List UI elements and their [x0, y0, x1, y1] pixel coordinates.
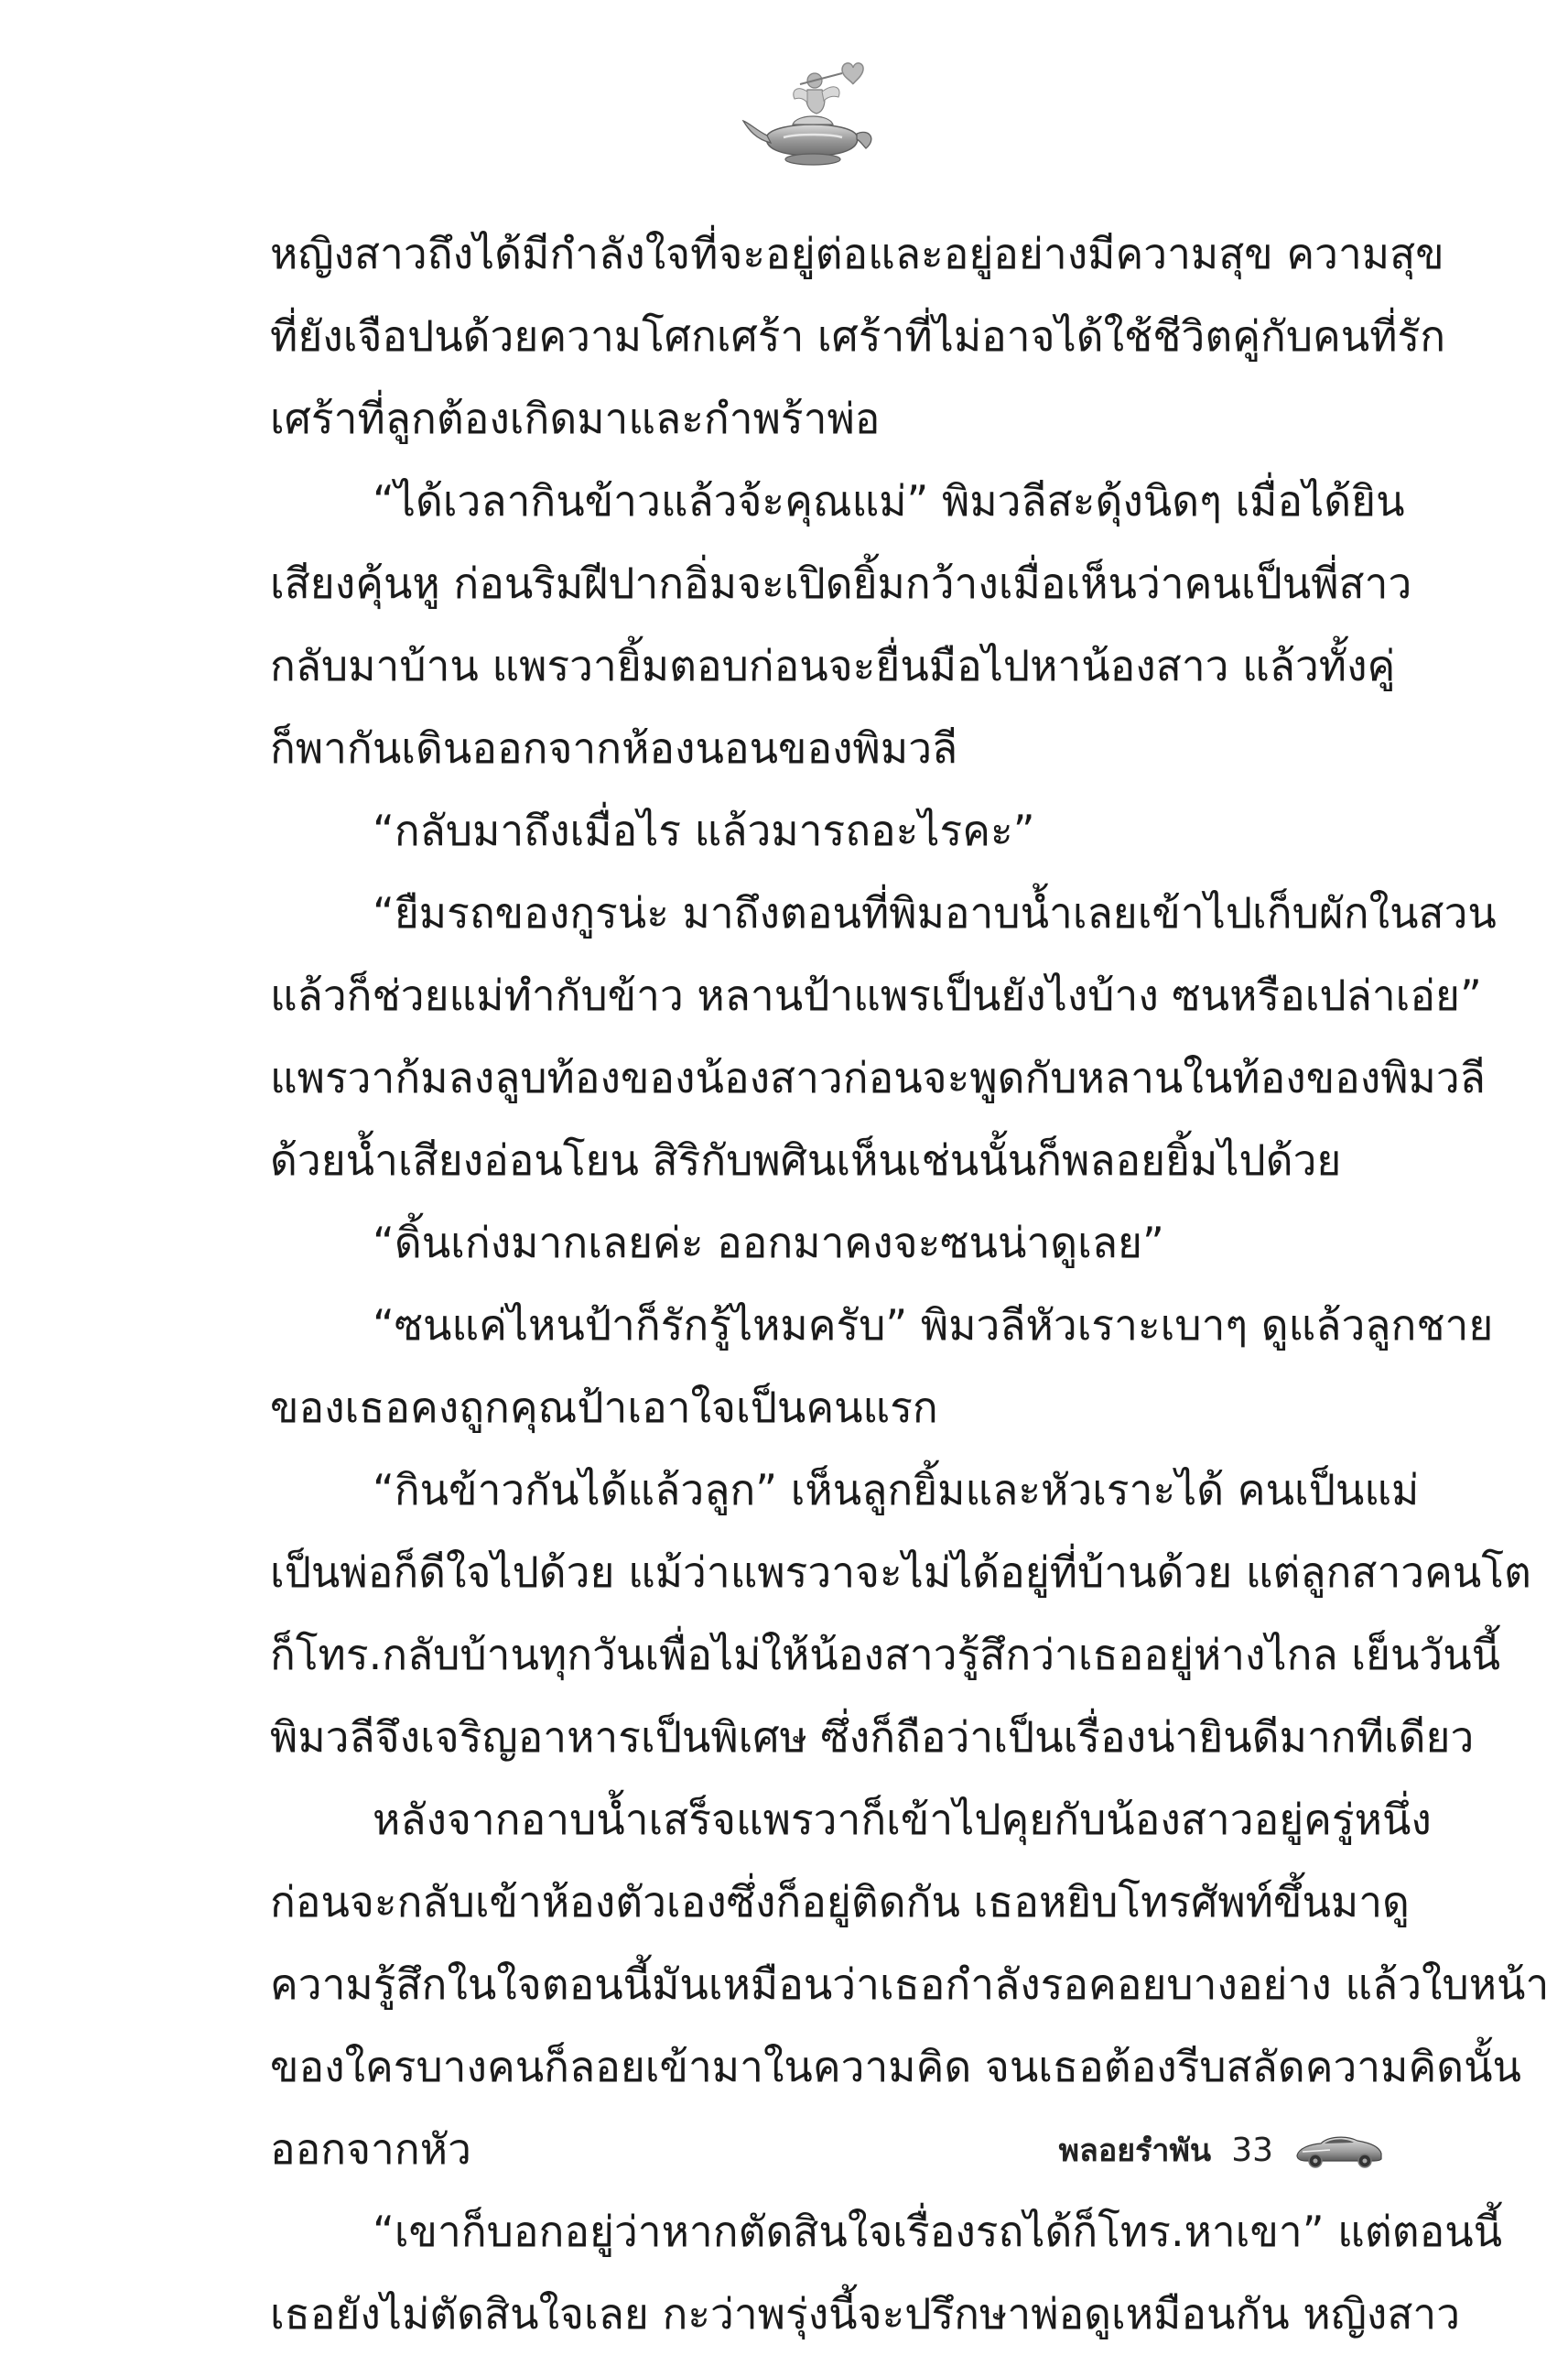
text-line: ของใครบางคนก็ลอยเข้ามาในความคิด จนเธอต้องรีบสลัดความคิดนั้น	[270, 2042, 1521, 2091]
text-line: “ซนแค่ไหนป้าก็รักรู้ไหมครับ” พิมวลีหัวเราะเบาๆ ดูแล้วลูกชาย	[373, 1300, 1494, 1350]
text-line: เสียงคุ้นหู ก่อนริมฝีปากอิ่มจะเปิดยิ้มกว้างเมื่อเห็นว่าคนเป็นพี่สาว	[270, 559, 1412, 608]
text-line: ออกจากหัว	[270, 2124, 471, 2174]
text-line: หญิงสาวถึงได้มีกำลังใจที่จะอยู่ต่อและอยู่อย่างมีความสุข ความสุข	[270, 229, 1444, 278]
text-line: พิมวลีจึงเจริญอาหารเป็นพิเศษ ซึ่งก็ถือว่าเป็นเรื่องน่ายินดีมากทีเดียว	[270, 1712, 1475, 1762]
text-line: ก็โทร.กลับบ้านทุกวันเพื่อไม่ให้น้องสาวรู้สึกว่าเธออยู่ห่างไกล เย็นวันนี้	[270, 1630, 1501, 1679]
text-line: ที่ยังเจือปนด้วยความโศกเศร้า เศร้าที่ไม่อาจได้ใช้ชีวิตคู่กับคนที่รัก	[270, 311, 1446, 361]
text-line: “ยืมรถของกูรน่ะ มาถึงตอนที่พิมอาบน้ำเลยเข้าไปเก็บผักในสวน	[373, 888, 1497, 938]
text-line: เศร้าที่ลูกต้องเกิดมาและกำพร้าพ่อ	[270, 394, 881, 443]
text-line: “เขาก็บอกอยู่ว่าหากตัดสินใจเรื่องรถได้ก็โทร.หาเขา” แต่ตอนนี้	[373, 2207, 1503, 2256]
cupid-teapot-icon	[740, 57, 886, 176]
text-line: “กินข้าวกันได้แล้วลูก” เห็นลูกยิ้มและหัวเราะได้ คนเป็นแม่	[373, 1465, 1420, 1514]
book-title: พลอยรำพัน	[1058, 2133, 1212, 2169]
text-line: ความรู้สึกในใจตอนนี้มันเหมือนว่าเธอกำลังรอคอยบางอย่าง แล้วใบหน้า	[270, 1959, 1550, 2009]
text-line: เธอยังไม่ตัดสินใจเลย กะว่าพรุ่งนี้จะปรึกษาพ่อดูเหมือนกัน หญิงสาว	[270, 2289, 1461, 2339]
text-line: แพรวาก้มลงลูบท้องของน้องสาวก่อนจะพูดกับหลานในท้องของพิมวลี	[270, 1053, 1486, 1102]
text-line: เป็นพ่อก็ดีใจไปด้วย แม้ว่าแพรวาจะไม่ได้อยู่ที่บ้านด้วย แต่ลูกสาวคนโต	[270, 1547, 1531, 1597]
text-line: “กลับมาถึงเมื่อไร แล้วมารถอะไรคะ”	[373, 806, 1035, 855]
text-line: แล้วก็ช่วยแม่ทำกับข้าว หลานป้าแพรเป็นยังไงบ้าง ซนหรือเปล่าเอ่ย”	[270, 971, 1482, 1020]
text-line: กลับมาบ้าน แพรวายิ้มตอบก่อนจะยื่นมือไปหาน้องสาว แล้วทั้งคู่	[270, 641, 1396, 690]
text-line: หลังจากอาบน้ำเสร็จแพรวาก็เข้าไปคุยกับน้องสาวอยู่ครู่หนึ่ง	[373, 1795, 1432, 1844]
text-line: ก่อนจะกลับเข้าห้องตัวเองซึ่งก็อยู่ติดกัน เธอหยิบโทรศัพท์ขึ้นมาดู	[270, 1877, 1410, 1926]
text-line: ด้วยน้ำเสียงอ่อนโยน สิริกับพศินเห็นเช่นนั้นก็พลอยยิ้มไปด้วย	[270, 1135, 1342, 1185]
car-icon	[1293, 2128, 1385, 2172]
text-line: ก็พากันเดินออกจากห้องนอนของพิมวลี	[270, 723, 958, 773]
text-line: “ดิ้นเก่งมากเลยค่ะ ออกมาคงจะซนน่าดูเลย”	[373, 1218, 1164, 1267]
page-number: 33	[1231, 2131, 1273, 2169]
text-line: ของเธอคงถูกคุณป้าเอาใจเป็นคนแรก	[270, 1383, 938, 1432]
body-text	[270, 212, 1550, 2355]
page-footer	[1059, 2122, 1385, 2177]
text-line: “ได้เวลากินข้าวแล้วจ้ะคุณแม่” พิมวลีสะดุ้งนิดๆ เมื่อได้ยิน	[373, 476, 1405, 526]
